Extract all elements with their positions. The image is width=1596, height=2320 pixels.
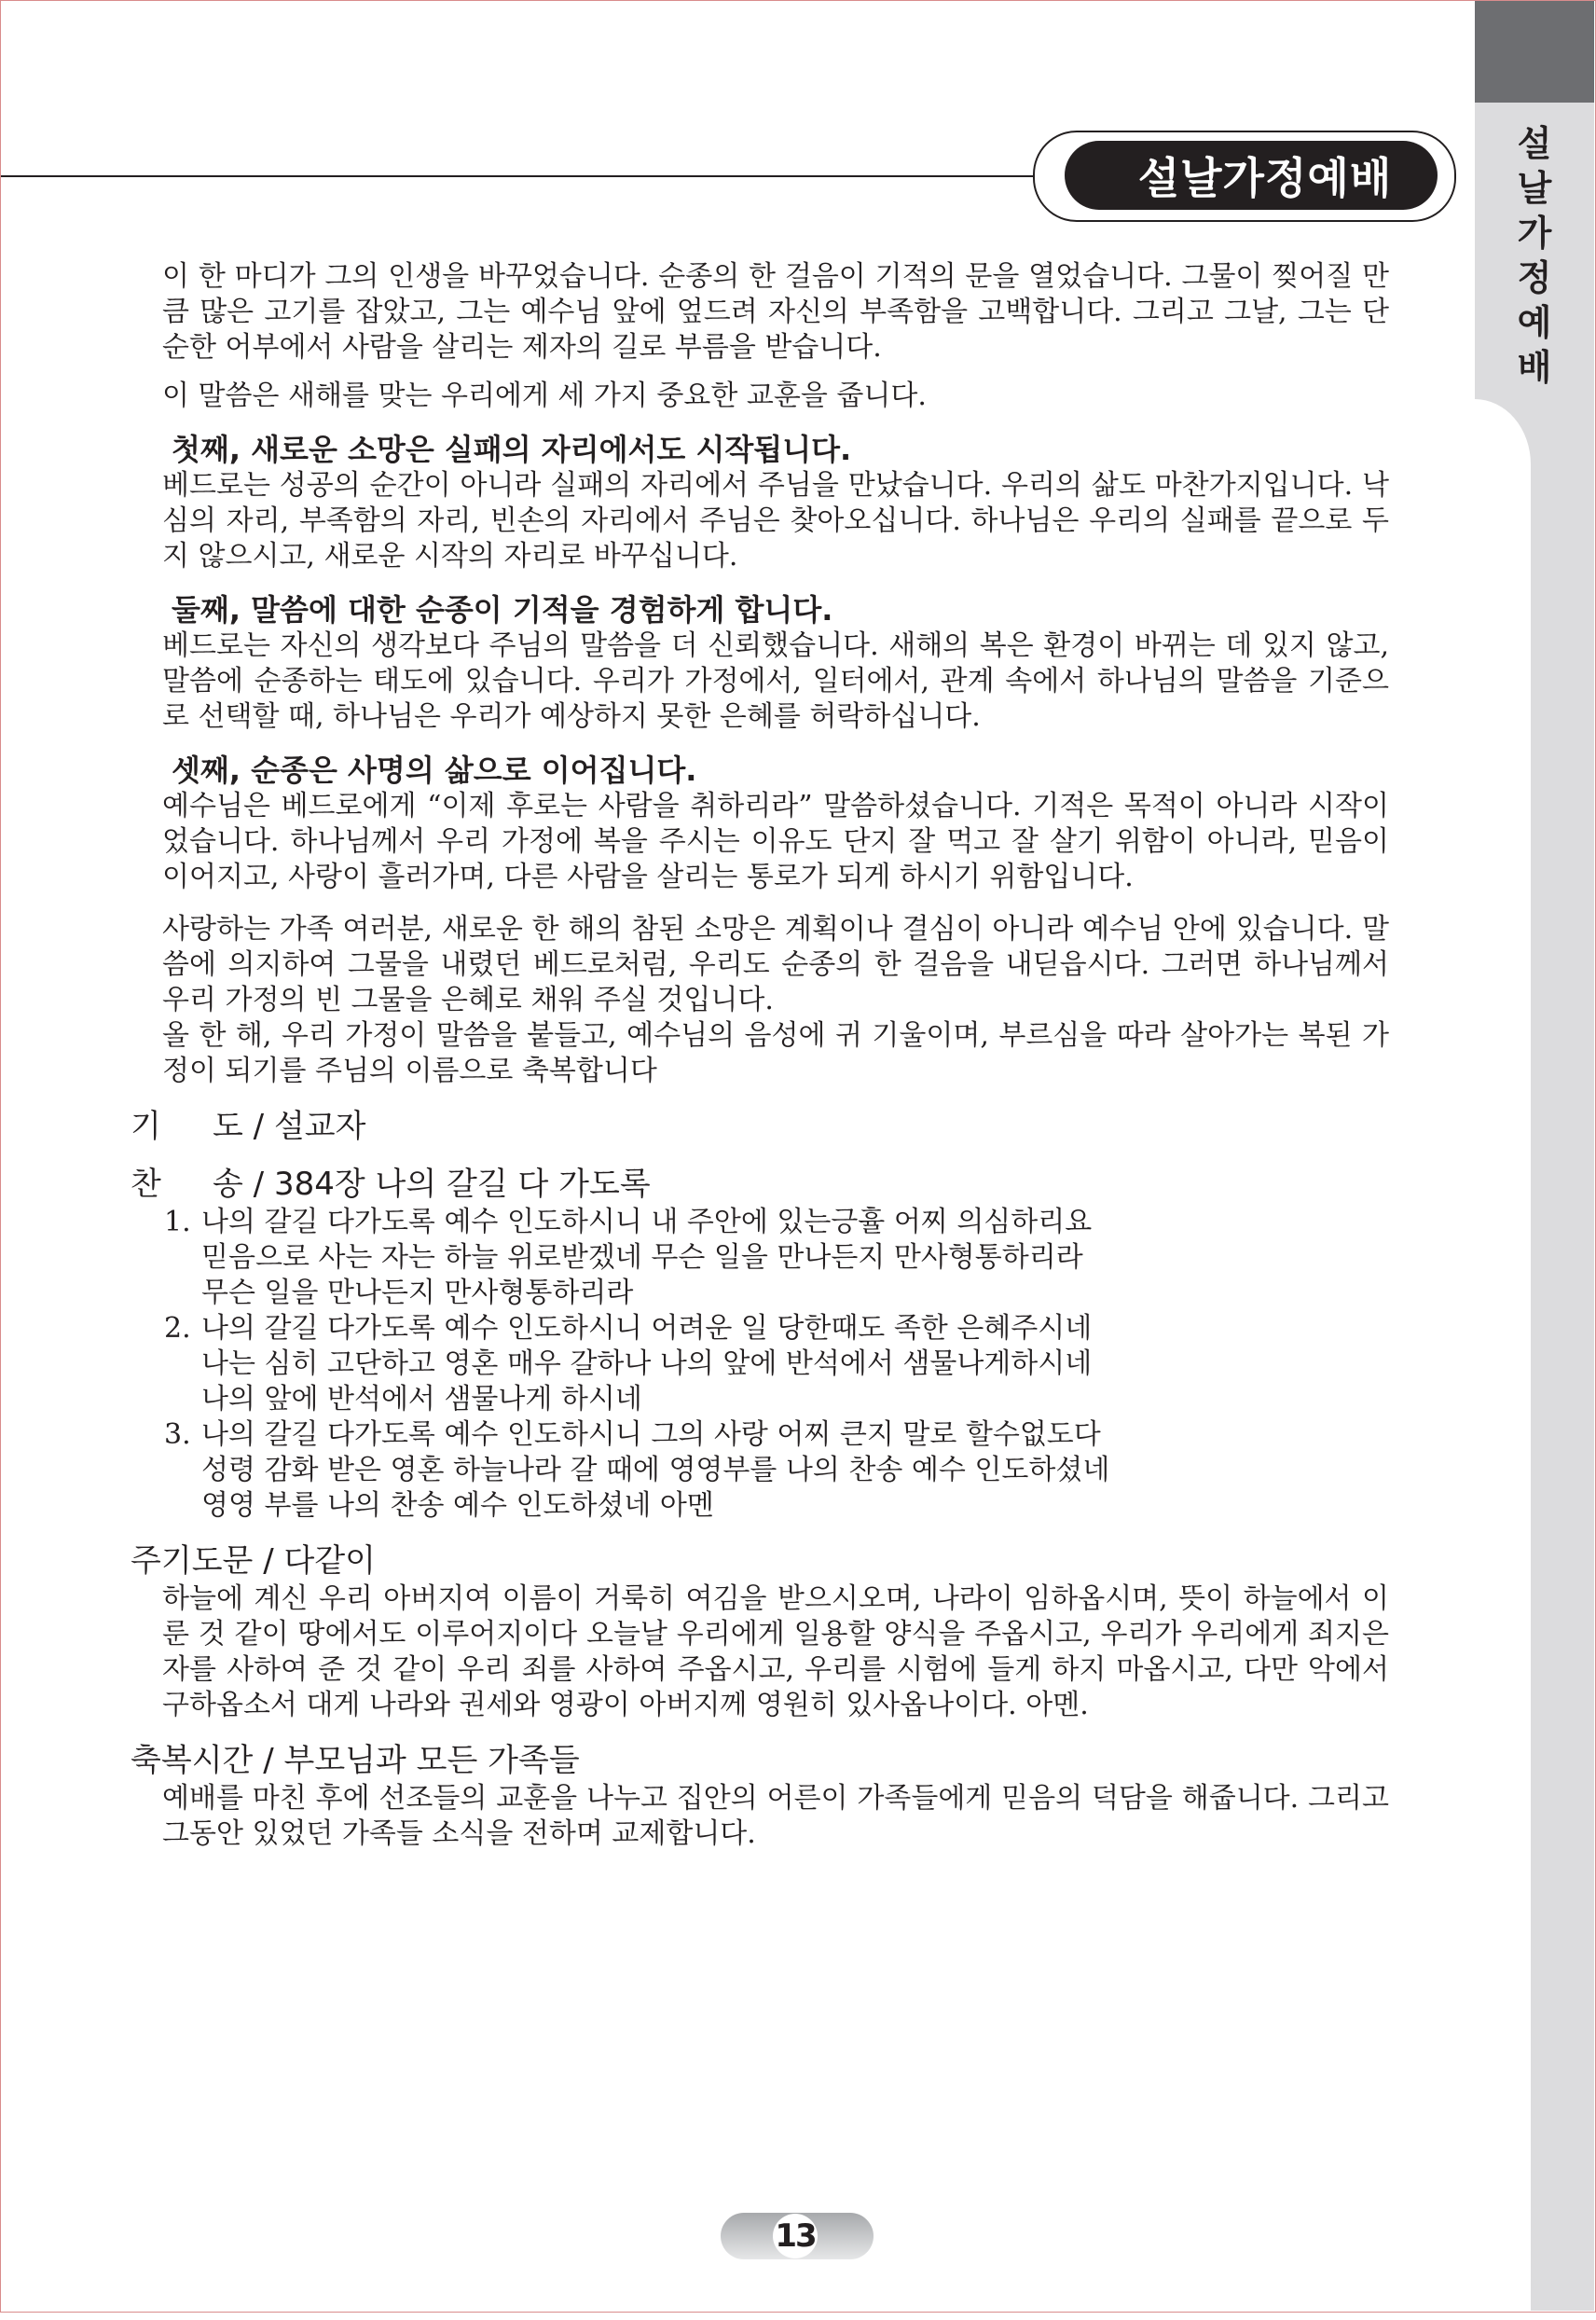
point-body: 베드로는 자신의 생각보다 주님의 말씀을 더 신뢰했습니다. 새해의 복은 환경이 바뀌는 데 있지 않고, 말씀에 순종하는 태도에 있습니다. 우리가 가정에서, 일터에서, 관계 속에서 하나님의 말씀을 기준으로 선택할 때, 하나님은 우리가 예상하지 못한 은혜를 허락하십니다. (162, 629, 1389, 733)
sermon-intro-paragraph: 이 말씀은 새해를 맞는 우리에게 세 가지 중요한 교훈을 줍니다. (162, 380, 927, 412)
sermon-closing-blessing: 올 한 해, 우리 가정이 말씀을 붙들고, 예수님의 음성에 귀 기울이며, 부르심을 따라 살아가는 복된 가정이 되기를 주님의 이름으로 축복합니다 (162, 1019, 1389, 1087)
blessing-heading: 축복시간 / 부모님과 모든 가족들 (131, 1742, 580, 1779)
point-heading: 둘째, 말씀에 대한 순종이 기적을 경험하게 합니다. (172, 592, 833, 628)
sermon-closing-paragraph: 사랑하는 가족 여러분, 새로운 한 해의 참된 소망은 계획이나 결심이 아니라 예수님 안에 있습니다. 말씀에 의지하여 그물을 내렸던 베드로처럼, 우리도 순종의 한 걸음을 내딛읍시다. 그러면 하나님께서 우리 가정의 빈 그물을 은혜로 채워 주실 것입니다. (162, 913, 1389, 1016)
header-rule (0, 175, 1044, 177)
page-number: 13 (773, 2214, 818, 2258)
page-title: 설날가정예배 (1137, 153, 1393, 203)
verse-line: 무슨 일을 만나든지 만사형통하리라 (201, 1277, 634, 1309)
side-tab-char: 정 (1517, 257, 1552, 298)
point-body: 베드로는 성공의 순간이 아니라 실패의 자리에서 주님을 만났습니다. 우리의 삶도 마찬가지입니다. 낙심의 자리, 부족함의 자리, 빈손의 자리에서 주님은 찾아오십니다. 하나님은 우리의 실패를 끝으로 두지 않으시고, 새로운 시작의 자리로 바꾸십니다. (162, 469, 1389, 573)
verse-line: 믿음으로 사는 자는 하늘 위로받겠네 무슨 일을 만나든지 만사형통하리라 (201, 1241, 1083, 1274)
sermon-point (131, 431, 1389, 574)
hymn-verse (164, 1311, 1389, 1417)
verse-line: 영영 부를 나의 찬송 예수 인도하셨네 아멘 (201, 1489, 714, 1522)
point-heading: 첫째, 새로운 소망은 실패의 자리에서도 시작됩니다. (172, 432, 852, 467)
hymn-verse (164, 1417, 1389, 1524)
prayer-leader: 설교자 (273, 1108, 366, 1145)
verse-line: 성령 감화 받은 영혼 하늘나라 갈 때에 영영부를 나의 찬송 예수 인도하셨네 (201, 1454, 1110, 1486)
hymn-verse (164, 1205, 1389, 1311)
prayer-heading: 기 도 / 설교자 (131, 1108, 366, 1145)
verse-number: 1. (164, 1206, 191, 1238)
side-tab-char: 배 (1517, 347, 1552, 388)
verse-line: 나의 앞에 반석에서 샘물나게 하시네 (201, 1383, 642, 1415)
side-tab-label (1484, 121, 1585, 390)
verse-line: 나의 갈길 다가도록 예수 인도하시니 어려운 일 당한때도 족한 은혜주시네 (201, 1312, 1093, 1345)
sermon-intro-paragraph: 이 한 마디가 그의 인생을 바꾸었습니다. 순종의 한 걸음이 기적의 문을 열었습니다. 그물이 찢어질 만큼 많은 고기를 잡았고, 그는 예수님 앞에 엎드려 자신의 부족함을 고백합니다. 그리고 그날, 그는 단순한 어부에서 사람을 살리는 제자의 길로 부름을 받습니다. (162, 260, 1389, 364)
side-tab-top-block (1475, 0, 1594, 103)
point-body: 예수님은 베드로에게 “이제 후로는 사람을 취하리라” 말씀하셨습니다. 기적은 목적이 아니라 시작이었습니다. 하나님께서 우리 가정에 복을 주시는 이유도 단지 잘 먹고 잘 살기 위함이 아니라, 믿음이 이어지고, 사랑이 흘러가며, 다른 사람을 살리는 통로가 되게 하시기 위함입니다. (162, 790, 1389, 893)
verse-number: 2. (164, 1312, 191, 1345)
side-tab-notch (1475, 399, 1531, 2320)
side-tab-char: 가 (1517, 213, 1552, 254)
side-tab (1475, 0, 1594, 2311)
verse-number: 3. (164, 1418, 191, 1451)
verse-line: 나의 갈길 다가도록 예수 인도하시니 그의 사랑 어찌 큰지 말로 할수없도다 (201, 1418, 1101, 1451)
title-badge (1065, 141, 1438, 210)
lords-prayer-heading: 주기도문 / 다같이 (131, 1542, 377, 1580)
point-heading: 셋째, 순종은 사명의 삶으로 이어집니다. (172, 753, 697, 788)
side-tab-char: 날 (1517, 168, 1552, 209)
sermon-point (131, 591, 1389, 735)
verse-line: 나는 심히 고단하고 영혼 매우 갈하나 나의 앞에 반석에서 샘물나게하시네 (201, 1347, 1093, 1380)
side-tab-char: 설 (1517, 123, 1552, 164)
hymn-title: 384장 나의 갈길 다 가도록 (273, 1166, 651, 1203)
verse-line: 나의 갈길 다가도록 예수 인도하시니 내 주안에 있는긍휼 어찌 의심하리요 (201, 1206, 1093, 1238)
lords-prayer-text: 하늘에 계신 우리 아버지여 이름이 거룩히 여김을 받으시오며, 나라이 임하옵시며, 뜻이 하늘에서 이룬 것 같이 땅에서도 이루어지이다 오늘날 우리에게 일용할 양식을 주옵시고, 우리가 우리에게 죄지은 자를 사하여 준 것 같이 우리 죄를 사하여 주옵시고, 우리를 시험에 들게 하지 마옵시고, 다만 악에서 구하옵소서 대게 나라와 권세와 영광이 아버지께 영원히 있사옵나이다. 아멘. (162, 1582, 1389, 1721)
side-tab-char: 예 (1517, 302, 1552, 343)
sermon-point (131, 752, 1389, 895)
blessing-text: 예배를 마친 후에 선조들의 교훈을 나누고 집안의 어른이 가족들에게 믿음의 덕담을 해줍니다. 그리고 그동안 있었던 가족들 소식을 전하며 교제합니다. (162, 1782, 1389, 1850)
main-content (131, 259, 1389, 1852)
hymn-heading: 찬 송 / 384장 나의 갈길 다 가도록 (131, 1166, 651, 1203)
